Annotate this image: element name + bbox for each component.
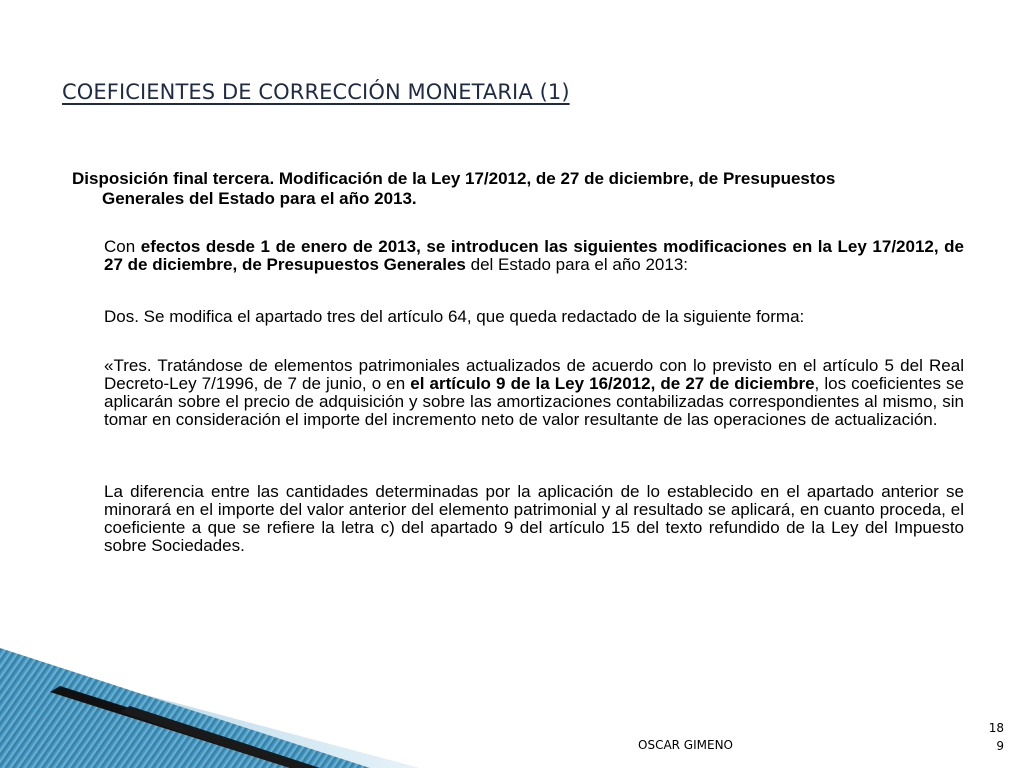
page-number [980,719,1004,755]
paragraph-text: Con [104,237,141,256]
corner-decoration [0,648,420,768]
paragraph-bold-text: efectos desde 1 de enero de 2013, se introducen las siguientes modificaciones en la Ley 17/2012, de 27 de diciembre, de Presupuestos Generales [104,237,964,274]
slide-title: COEFICIENTES DE CORRECCIÓN MONETARIA (1) [62,80,570,104]
page-number-line1: 18 [988,721,1004,735]
paragraph-modification: Dos. Se modifica el apartado tres del artículo 64, que queda redactado de la siguiente forma: [104,307,805,326]
paragraph-text: del Estado para el año 2013: [465,255,689,274]
paragraph-difference: La diferencia entre las cantidades determinadas por la aplicación de lo establecido en el apartado anterior se minorará en el importe del valor anterior del elemento patrimonial y al resultado se aplicará, en cuanto proceda, el coeficiente a que se refiere la letra c) del apartado 9 del artículo 15 del texto refundido de la Ley del Impuesto sobre Sociedades. [104,482,964,555]
paragraph-bold-text: el artículo 9 de la Ley 16/2012, de 27 de diciembre [410,374,815,393]
paragraph-tres [104,357,964,429]
footer-author: OSCAR GIMENO [638,738,733,752]
paragraph-effects [104,238,964,274]
page-number-line2: 9 [996,739,1004,753]
section-heading: Disposición final tercera. Modificación de la Ley 17/2012, de 27 de diciembre, de Presupuestos Generales del Estado para el año 2013. [72,169,836,208]
paragraph-text: «Tres. Tratándose de elementos patrimoniales actualizados de acuerdo con lo previsto en el artículo 5 del Real Decreto-Ley 7/1996, de 7 de junio, o en [104,356,964,393]
paragraph-text: , los coeficientes se aplicarán sobre el precio de adquisición y sobre las amortizaciones contabilizadas correspondientes al mismo, sin tomar en consideración el importe del incremento neto de valor resultante de las operaciones de actualización. [104,374,964,429]
